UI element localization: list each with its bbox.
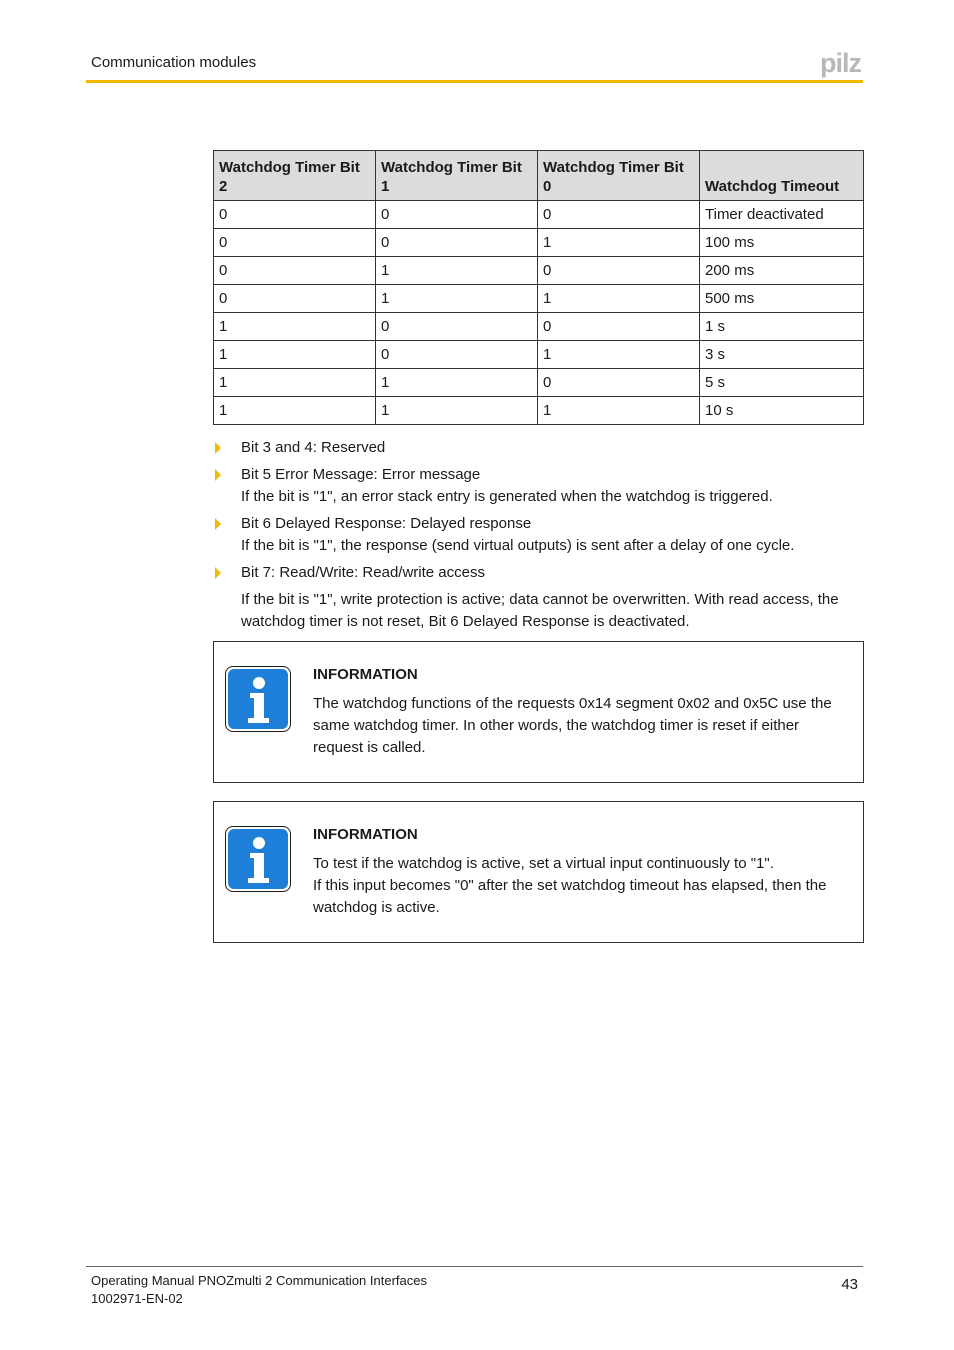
column-header-bit0: Watchdog Timer Bit 0	[538, 151, 700, 201]
table-cell: 0	[538, 313, 700, 341]
information-box	[213, 641, 864, 783]
bullet-arrow-icon	[215, 469, 221, 481]
list-item-detail: If the bit is "1", an error stack entry is generated when the watchdog is triggered.	[241, 488, 773, 505]
header-divider	[86, 80, 863, 83]
page-number: 43	[841, 1276, 858, 1293]
table-row	[214, 369, 864, 397]
table-cell: 0	[214, 285, 376, 313]
info-body: To test if the watchdog is active, set a virtual input continuously to "1". If this input becomes "0" after the set watchdog timeout has elapsed, then the watchdog is active.	[313, 855, 827, 916]
column-header-bit2: Watchdog Timer Bit 2	[214, 151, 376, 201]
table-cell: 0	[376, 313, 538, 341]
table-cell: 10 s	[700, 397, 864, 425]
table-cell: 0	[214, 229, 376, 257]
list-item-text: Bit 7: Read/Write: Read/write access	[241, 564, 485, 581]
table-cell: 100 ms	[700, 229, 864, 257]
table-cell: 0	[538, 369, 700, 397]
table-cell: 0	[376, 229, 538, 257]
table-cell: 500 ms	[700, 285, 864, 313]
table-row	[214, 201, 864, 229]
table-cell: 1	[538, 397, 700, 425]
table-row	[214, 341, 864, 369]
table-row	[214, 285, 864, 313]
bullet-arrow-icon	[215, 442, 221, 454]
list-item	[213, 513, 863, 557]
table-cell: 0	[214, 257, 376, 285]
table-cell: 1	[376, 257, 538, 285]
table-cell: 0	[376, 341, 538, 369]
info-icon	[225, 666, 291, 732]
manual-title: Operating Manual PNOZmulti 2 Communication Interfaces	[91, 1273, 427, 1288]
table-row	[214, 313, 864, 341]
watchdog-timeout-table	[213, 150, 864, 425]
info-icon	[225, 826, 291, 892]
list-item	[213, 562, 863, 633]
table-cell: 3 s	[700, 341, 864, 369]
table-cell: 0	[538, 257, 700, 285]
document-number: 1002971-EN-02	[91, 1291, 183, 1306]
pilz-logo: pilz	[820, 48, 861, 78]
table-cell: 1	[538, 285, 700, 313]
table-row	[214, 229, 864, 257]
bullet-arrow-icon	[215, 567, 221, 579]
table-cell: 0	[214, 201, 376, 229]
table-row	[214, 397, 864, 425]
list-item	[213, 437, 863, 459]
table-body	[214, 201, 864, 425]
info-heading: INFORMATION	[313, 826, 418, 843]
table-cell: 1	[376, 285, 538, 313]
table-cell: 0	[538, 201, 700, 229]
bit-description-list	[213, 437, 863, 638]
footer-divider	[86, 1266, 863, 1267]
table-header-row	[214, 151, 864, 201]
table-cell: 1	[538, 229, 700, 257]
table-cell: 5 s	[700, 369, 864, 397]
table-cell: 1	[214, 313, 376, 341]
table-cell: 1	[214, 369, 376, 397]
list-item-paragraph: If the bit is "1", write protection is active; data cannot be overwritten. With read access, the watchdog timer is not reset, Bit 6 Delayed Response is deactivated.	[241, 591, 839, 630]
table-cell: 1	[376, 397, 538, 425]
table-cell: 1	[214, 341, 376, 369]
table-cell: Timer deactivated	[700, 201, 864, 229]
table-cell: 200 ms	[700, 257, 864, 285]
column-header-timeout: Watchdog Timeout	[700, 151, 864, 201]
table-row	[214, 257, 864, 285]
list-item-detail: If the bit is "1", the response (send virtual outputs) is sent after a delay of one cycle.	[241, 537, 795, 554]
information-box	[213, 801, 864, 943]
bullet-arrow-icon	[215, 518, 221, 530]
list-item-text: Bit 3 and 4: Reserved	[241, 439, 386, 456]
info-body: The watchdog functions of the requests 0x14 segment 0x02 and 0x5C use the same watchdog timer. In other words, the watchdog timer is reset if either request is called.	[313, 695, 832, 756]
list-item-text: Bit 6 Delayed Response: Delayed response	[241, 515, 532, 532]
list-item	[213, 464, 863, 508]
section-title: Communication modules	[91, 54, 257, 71]
column-header-bit1: Watchdog Timer Bit 1	[376, 151, 538, 201]
table-cell: 1	[214, 397, 376, 425]
table-cell: 1	[538, 341, 700, 369]
table-cell: 1 s	[700, 313, 864, 341]
info-heading: INFORMATION	[313, 666, 418, 683]
table-cell: 0	[376, 201, 538, 229]
table-cell: 1	[376, 369, 538, 397]
list-item-text: Bit 5 Error Message: Error message	[241, 466, 481, 483]
